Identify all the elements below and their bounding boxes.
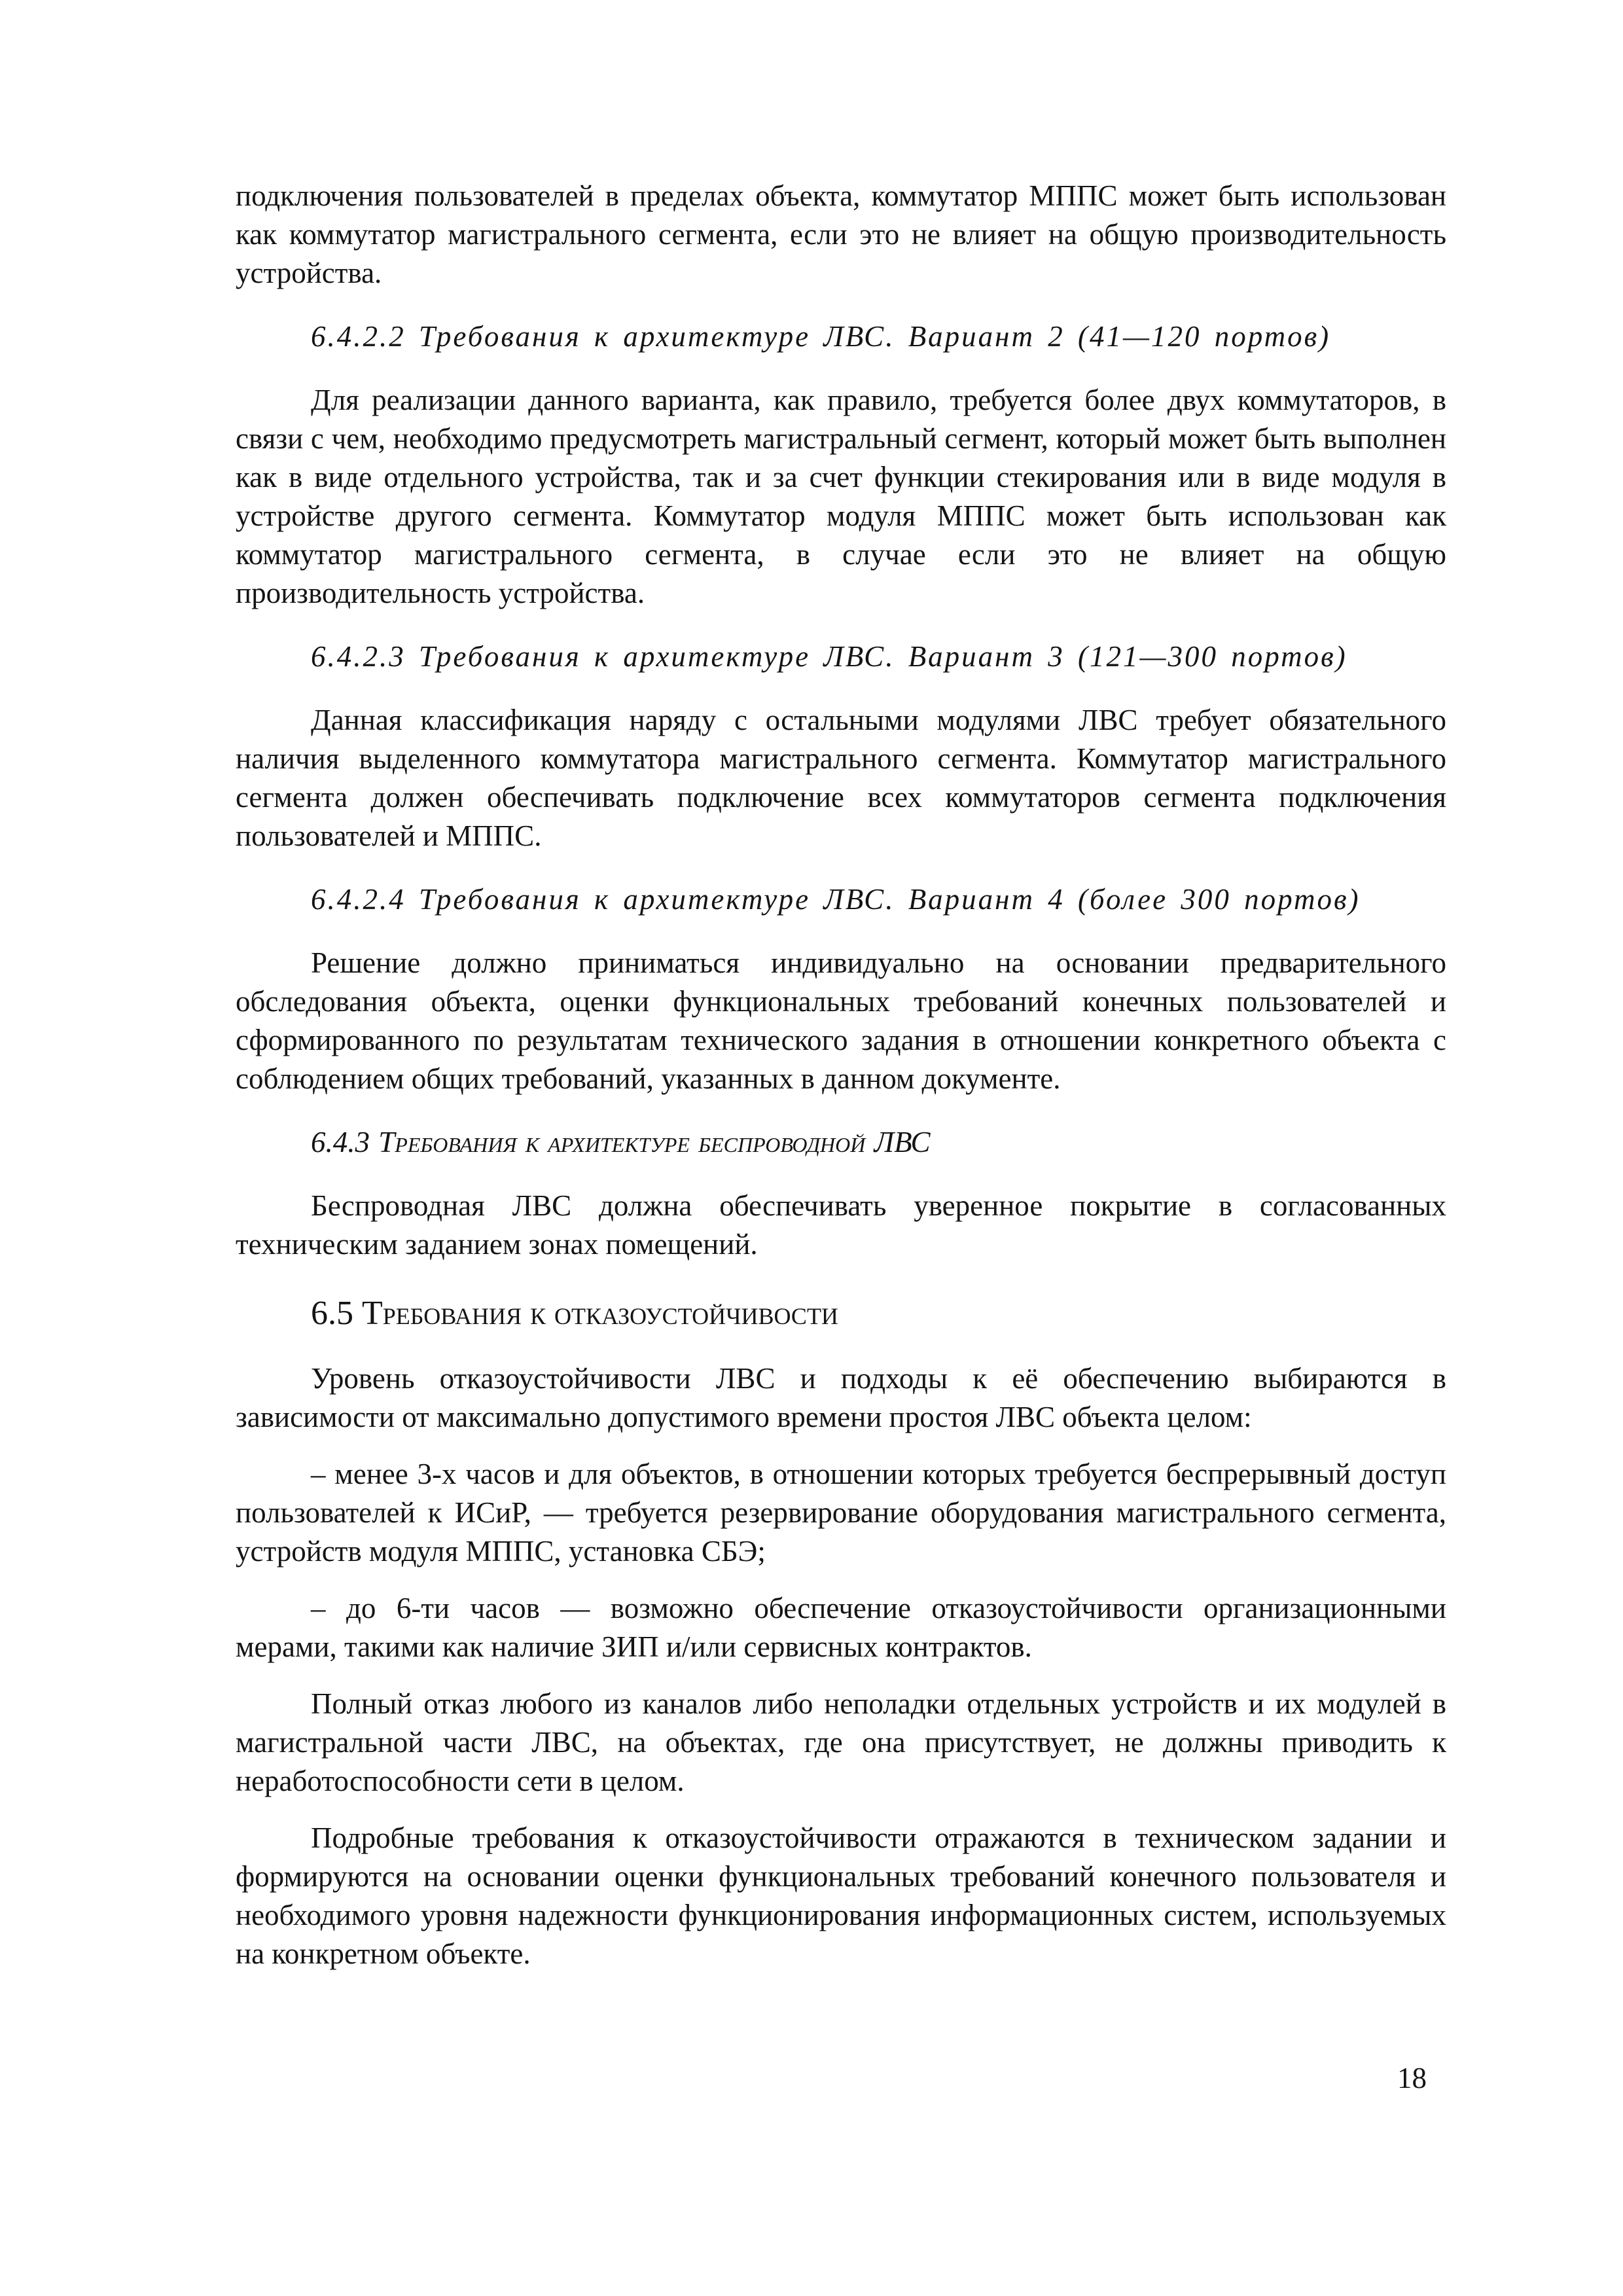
paragraph-detailed-requirements: Подробные требования к отказоустойчивости отражаются в техническом задании и формируются на основании оценки функциональных требований конечного пользователя и необходимого уровня надежности функционирования информационных систем, используемых на конкретном объекте. — [236, 1821, 1446, 1970]
heading-6-4-2-2: 6.4.2.2 Требования к архитектуре ЛВС. Вариант 2 (41—120 портов) — [311, 320, 1331, 353]
heading-6-4-2-3: 6.4.2.3 Требования к архитектуре ЛВС. Вариант 3 (121—300 портов) — [311, 640, 1347, 673]
paragraph-channel-failure: Полный отказ любого из каналов либо неполадки отдельных устройств и их модулей в магистральной части ЛВС, на объектах, где она присутствует, не должны приводить к неработоспособности сети в целом. — [236, 1687, 1446, 1797]
page-number: 18 — [1397, 2062, 1427, 2094]
section-heading-6-5: 6.5 Требования к отказоустойчивости — [311, 1295, 838, 1332]
list-item-3-hours: – менее 3-х часов и для объектов, в отношении которых требуется беспрерывный доступ пользователей к ИСиР, — требуется резервирование оборудования магистрального сегмента, устройств модуля МППС, установка СБЭ; — [236, 1458, 1446, 1568]
paragraph-fault-tolerance-intro: Уровень отказоустойчивости ЛВС и подходы к её обеспечению выбираются в зависимости от максимально допустимого времени простоя ЛВС объекта целом: — [236, 1362, 1446, 1433]
paragraph-wireless-lan: Беспроводная ЛВС должна обеспечивать уверенное покрытие в согласованных техническим заданием зонах помещений. — [236, 1189, 1446, 1261]
document-page — [236, 177, 1446, 1973]
heading-6-4-3: 6.4.3 Требования к архитектуре беспроводной ЛВС — [311, 1126, 931, 1158]
heading-6-4-2-4: 6.4.2.4 Требования к архитектуре ЛВС. Вариант 4 (более 300 портов) — [311, 883, 1361, 916]
list-item-6-hours: – до 6-ти часов — возможно обеспечение отказоустойчивости организационными мерами, такими как наличие ЗИП и/или сервисных контрактов. — [236, 1592, 1446, 1663]
paragraph-continuation: подключения пользователей в пределах объекта, коммутатор МППС может быть использован как коммутатор магистрального сегмента, если это не влияет на общую производительность устройства. — [236, 179, 1446, 289]
paragraph-variant-3: Данная классификация наряду с остальными модулями ЛВС требует обязательного наличия выделенного коммутатора магистрального сегмента. Коммутатор магистрального сегмента должен обеспечивать подключение всех коммутаторов сегмента подключения пользователей и МППС. — [236, 704, 1446, 852]
paragraph-variant-2: Для реализации данного варианта, как правило, требуется более двух коммутаторов, в связи с чем, необходимо предусмотреть магистральный сегмент, который может быть выполнен как в виде отдельного устройства, так и за счет функции стекирования или в виде модуля в устройстве другого сегмента. Коммутатор модуля МППС может быть использован как коммутатор магистрального сегмента, в случае если это не влияет на общую производительность устройства. — [236, 384, 1446, 609]
paragraph-variant-4: Решение должно приниматься индивидуально на основании предварительного обследования объекта, оценки функциональных требований конечных пользователей и сформированного по результатам технического задания в отношении конкретного объекта с соблюдением общих требований, указанных в данном документе. — [236, 946, 1446, 1095]
